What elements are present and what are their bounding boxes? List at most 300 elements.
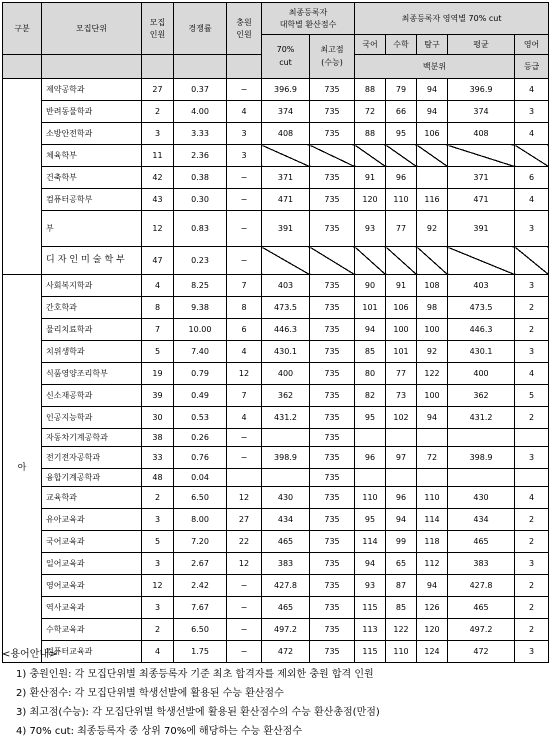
table-row	[3, 101, 549, 123]
competition: 0.23	[174, 247, 227, 275]
extra: −	[227, 575, 262, 597]
math	[386, 247, 417, 275]
score-70cut	[262, 469, 310, 487]
admission-table	[2, 2, 549, 663]
math: 77	[386, 211, 417, 247]
avg: 465	[448, 597, 515, 619]
score-max: 735	[310, 509, 355, 531]
kor: 85	[355, 341, 386, 363]
math: 65	[386, 553, 417, 575]
score-max: 735	[310, 319, 355, 341]
unit-name: 교육학과	[42, 487, 142, 509]
inq	[417, 469, 448, 487]
quota: 5	[142, 531, 174, 553]
quota: 48	[142, 469, 174, 487]
competition: 1.75	[174, 641, 227, 663]
avg: 497.2	[448, 619, 515, 641]
math: 77	[386, 363, 417, 385]
header-avg: 평균	[448, 35, 515, 55]
table-row	[3, 167, 549, 189]
avg: 403	[448, 275, 515, 297]
extra: 12	[227, 363, 262, 385]
extra: 3	[227, 123, 262, 145]
table-row	[3, 275, 549, 297]
unit-name: 건축학부	[42, 167, 142, 189]
unit-name: 역사교육과	[42, 597, 142, 619]
score-70cut: 374	[262, 101, 310, 123]
extra: −	[227, 211, 262, 247]
unit-name: 반려동물학과	[42, 101, 142, 123]
math: 66	[386, 101, 417, 123]
quota: 27	[142, 79, 174, 101]
competition: 2.42	[174, 575, 227, 597]
score-max: 735	[310, 619, 355, 641]
score-max: 735	[310, 167, 355, 189]
math: 100	[386, 319, 417, 341]
table-row	[3, 469, 549, 487]
kor: 115	[355, 641, 386, 663]
score-max: 735	[310, 575, 355, 597]
table-row	[3, 531, 549, 553]
math: 102	[386, 407, 417, 429]
eng: 2	[515, 619, 549, 641]
terms-guide	[2, 649, 548, 745]
competition: 0.38	[174, 167, 227, 189]
header-final-score: 최종등록자 대학별 환산점수	[262, 3, 355, 35]
table-row	[3, 407, 549, 429]
table-row	[3, 79, 549, 101]
quota: 3	[142, 509, 174, 531]
competition: 0.04	[174, 469, 227, 487]
header-inq: 탐구	[417, 35, 448, 55]
inq: 94	[417, 575, 448, 597]
kor	[355, 429, 386, 447]
header-eng: 영어	[515, 35, 549, 55]
competition: 2.67	[174, 553, 227, 575]
avg: 391	[448, 211, 515, 247]
score-max: 735	[310, 189, 355, 211]
kor: 95	[355, 509, 386, 531]
avg: 434	[448, 509, 515, 531]
kor: 80	[355, 363, 386, 385]
kor: 94	[355, 553, 386, 575]
eng: 3	[515, 447, 549, 469]
score-max: 735	[310, 469, 355, 487]
extra	[227, 469, 262, 487]
competition: 7.20	[174, 531, 227, 553]
table-body	[3, 79, 549, 663]
table-row	[3, 553, 549, 575]
extra: −	[227, 189, 262, 211]
extra: 27	[227, 509, 262, 531]
extra: 3	[227, 145, 262, 167]
kor: 101	[355, 297, 386, 319]
quota: 2	[142, 619, 174, 641]
group-label	[3, 79, 42, 275]
table-row	[3, 189, 549, 211]
score-70cut: 371	[262, 167, 310, 189]
avg: 371	[448, 167, 515, 189]
unit-name: 일어교육과	[42, 553, 142, 575]
math: 96	[386, 167, 417, 189]
math	[386, 429, 417, 447]
group-label: 아	[3, 275, 42, 663]
eng: 5	[515, 385, 549, 407]
inq: 94	[417, 79, 448, 101]
competition: 0.83	[174, 211, 227, 247]
avg: 430	[448, 487, 515, 509]
avg: 374	[448, 101, 515, 123]
table-row	[3, 597, 549, 619]
eng: 3	[515, 211, 549, 247]
terms-guide-item: 1) 충원인원: 각 모집단위별 최종등록자 기준 최초 합격자를 제외한 충원 합격 인원	[16, 669, 374, 680]
eng	[515, 247, 549, 275]
score-70cut: 465	[262, 531, 310, 553]
kor: 90	[355, 275, 386, 297]
kor: 120	[355, 189, 386, 211]
quota: 2	[142, 487, 174, 509]
score-70cut: 430	[262, 487, 310, 509]
terms-guide-item: 4) 70% cut: 최종등록자 중 상위 70%에 해당하는 수능 환산점수	[16, 726, 302, 737]
header-extra: 충원 인원	[227, 3, 262, 55]
math: 87	[386, 575, 417, 597]
avg: 430.1	[448, 341, 515, 363]
avg: 396.9	[448, 79, 515, 101]
avg: 398.9	[448, 447, 515, 469]
math: 97	[386, 447, 417, 469]
math: 110	[386, 189, 417, 211]
eng: 2	[515, 319, 549, 341]
inq	[417, 429, 448, 447]
avg	[448, 145, 515, 167]
table-row	[3, 341, 549, 363]
competition: 0.79	[174, 363, 227, 385]
math: 79	[386, 79, 417, 101]
unit-name: 전기전자공학과	[42, 447, 142, 469]
extra: 12	[227, 553, 262, 575]
eng: 2	[515, 407, 549, 429]
score-70cut: 408	[262, 123, 310, 145]
extra: 4	[227, 341, 262, 363]
extra: 4	[227, 407, 262, 429]
unit-name: 국어교육과	[42, 531, 142, 553]
quota: 3	[142, 123, 174, 145]
avg	[448, 429, 515, 447]
extra: −	[227, 429, 262, 447]
kor: 113	[355, 619, 386, 641]
math: 110	[386, 641, 417, 663]
score-max: 735	[310, 211, 355, 247]
eng	[515, 469, 549, 487]
quota: 30	[142, 407, 174, 429]
score-max: 735	[310, 641, 355, 663]
extra: −	[227, 641, 262, 663]
score-max: 735	[310, 487, 355, 509]
score-max: 735	[310, 275, 355, 297]
score-70cut: 427.8	[262, 575, 310, 597]
quota: 33	[142, 447, 174, 469]
extra: 7	[227, 385, 262, 407]
score-70cut: 362	[262, 385, 310, 407]
score-max: 735	[310, 79, 355, 101]
avg	[448, 247, 515, 275]
eng: 3	[515, 275, 549, 297]
score-70cut: 430.1	[262, 341, 310, 363]
header-kor: 국어	[355, 35, 386, 55]
score-70cut: 497.2	[262, 619, 310, 641]
math: 106	[386, 297, 417, 319]
kor: 88	[355, 123, 386, 145]
kor	[355, 469, 386, 487]
math	[386, 145, 417, 167]
quota: 8	[142, 297, 174, 319]
score-70cut: 403	[262, 275, 310, 297]
score-70cut: 446.3	[262, 319, 310, 341]
table-row	[3, 429, 549, 447]
extra: −	[227, 597, 262, 619]
extra: 12	[227, 487, 262, 509]
quota: 7	[142, 319, 174, 341]
header-area-cut: 최종등록자 영역별 70% cut	[355, 3, 549, 35]
header-percentile: 백분위	[355, 55, 515, 79]
competition: 0.49	[174, 385, 227, 407]
kor: 114	[355, 531, 386, 553]
header-max: 최고점 (수능)	[310, 35, 355, 79]
extra: −	[227, 79, 262, 101]
inq: 100	[417, 319, 448, 341]
inq: 118	[417, 531, 448, 553]
extra: −	[227, 167, 262, 189]
avg	[448, 469, 515, 487]
terms-guide-item: 3) 최고점(수능): 각 모집단위별 학생선발에 활용된 환산점수의 수능 환산총점(만점)	[16, 707, 380, 718]
inq: 94	[417, 101, 448, 123]
score-70cut: 471	[262, 189, 310, 211]
inq: 112	[417, 553, 448, 575]
quota: 42	[142, 167, 174, 189]
table-row	[3, 509, 549, 531]
math: 95	[386, 123, 417, 145]
eng: 2	[515, 597, 549, 619]
score-70cut: 383	[262, 553, 310, 575]
unit-name: 체육학부	[42, 145, 142, 167]
table-row	[3, 575, 549, 597]
table-row	[3, 363, 549, 385]
unit-name: 유아교육과	[42, 509, 142, 531]
header-unit: 모집단위	[42, 3, 142, 55]
header-grade: 등급	[515, 55, 549, 79]
quota: 5	[142, 341, 174, 363]
score-max: 735	[310, 429, 355, 447]
score-70cut: 473.5	[262, 297, 310, 319]
table-row	[3, 487, 549, 509]
math: 94	[386, 509, 417, 531]
inq: 100	[417, 385, 448, 407]
inq	[417, 247, 448, 275]
unit-name: 부	[42, 211, 142, 247]
math: 99	[386, 531, 417, 553]
score-70cut: 398.9	[262, 447, 310, 469]
competition: 0.30	[174, 189, 227, 211]
math: 73	[386, 385, 417, 407]
math: 101	[386, 341, 417, 363]
avg: 400	[448, 363, 515, 385]
table-row	[3, 123, 549, 145]
terms-guide-item: 2) 환산점수: 각 모집단위별 학생선발에 활용된 수능 환산점수	[16, 688, 284, 699]
quota: 4	[142, 275, 174, 297]
extra: −	[227, 247, 262, 275]
eng: 3	[515, 341, 549, 363]
eng: 4	[515, 123, 549, 145]
score-max: 735	[310, 101, 355, 123]
quota: 3	[142, 597, 174, 619]
eng: 4	[515, 79, 549, 101]
unit-name: 소방안전학과	[42, 123, 142, 145]
score-max	[310, 145, 355, 167]
quota: 4	[142, 641, 174, 663]
eng: 2	[515, 509, 549, 531]
eng: 4	[515, 363, 549, 385]
competition: 6.50	[174, 487, 227, 509]
math	[386, 469, 417, 487]
inq	[417, 167, 448, 189]
quota: 43	[142, 189, 174, 211]
kor: 82	[355, 385, 386, 407]
quota: 3	[142, 553, 174, 575]
kor: 94	[355, 319, 386, 341]
score-70cut	[262, 145, 310, 167]
score-max: 735	[310, 553, 355, 575]
kor: 93	[355, 575, 386, 597]
competition: 8.00	[174, 509, 227, 531]
inq: 108	[417, 275, 448, 297]
eng: 3	[515, 641, 549, 663]
score-max: 735	[310, 447, 355, 469]
terms-guide-title: <용어안내>	[2, 649, 58, 660]
unit-name: 인공지능학과	[42, 407, 142, 429]
avg: 383	[448, 553, 515, 575]
eng: 2	[515, 297, 549, 319]
eng	[515, 429, 549, 447]
table-row	[3, 145, 549, 167]
header-category: 구분	[3, 3, 42, 55]
kor: 115	[355, 597, 386, 619]
unit-name: 물리치료학과	[42, 319, 142, 341]
unit-name: 디자인미술학부	[42, 247, 142, 275]
score-max: 735	[310, 531, 355, 553]
inq: 92	[417, 211, 448, 247]
score-max	[310, 247, 355, 275]
table-row	[3, 247, 549, 275]
competition: 7.40	[174, 341, 227, 363]
inq	[417, 145, 448, 167]
inq: 120	[417, 619, 448, 641]
quota: 38	[142, 429, 174, 447]
score-max: 735	[310, 385, 355, 407]
kor: 93	[355, 211, 386, 247]
header-math: 수학	[386, 35, 417, 55]
extra: 7	[227, 275, 262, 297]
math: 85	[386, 597, 417, 619]
quota: 12	[142, 211, 174, 247]
score-70cut: 431.2	[262, 407, 310, 429]
inq: 72	[417, 447, 448, 469]
competition: 0.53	[174, 407, 227, 429]
avg: 446.3	[448, 319, 515, 341]
inq: 114	[417, 509, 448, 531]
competition: 6.50	[174, 619, 227, 641]
kor: 95	[355, 407, 386, 429]
score-max: 735	[310, 341, 355, 363]
avg: 431.2	[448, 407, 515, 429]
quota: 12	[142, 575, 174, 597]
avg: 362	[448, 385, 515, 407]
unit-name: 컴퓨터공학부	[42, 189, 142, 211]
avg: 472	[448, 641, 515, 663]
avg: 473.5	[448, 297, 515, 319]
quota: 11	[142, 145, 174, 167]
table-row	[3, 385, 549, 407]
table-header	[3, 3, 549, 79]
score-max: 735	[310, 363, 355, 385]
math: 91	[386, 275, 417, 297]
math: 122	[386, 619, 417, 641]
unit-name: 간호학과	[42, 297, 142, 319]
kor: 96	[355, 447, 386, 469]
kor: 72	[355, 101, 386, 123]
extra: 22	[227, 531, 262, 553]
kor: 91	[355, 167, 386, 189]
unit-name: 수학교육과	[42, 619, 142, 641]
unit-name: 신소재공학과	[42, 385, 142, 407]
unit-name: 컴퓨터교육과	[42, 641, 142, 663]
unit-name: 융합기계공학과	[42, 469, 142, 487]
table-row	[3, 619, 549, 641]
extra: −	[227, 447, 262, 469]
competition: 2.36	[174, 145, 227, 167]
unit-name: 치위생학과	[42, 341, 142, 363]
unit-name: 식품영양조리학부	[42, 363, 142, 385]
score-70cut: 391	[262, 211, 310, 247]
competition: 9.38	[174, 297, 227, 319]
quota: 39	[142, 385, 174, 407]
eng: 6	[515, 167, 549, 189]
inq: 98	[417, 297, 448, 319]
competition: 7.67	[174, 597, 227, 619]
inq: 116	[417, 189, 448, 211]
avg: 427.8	[448, 575, 515, 597]
kor	[355, 247, 386, 275]
unit-name: 제약공학과	[42, 79, 142, 101]
inq: 126	[417, 597, 448, 619]
score-max: 735	[310, 297, 355, 319]
competition: 0.76	[174, 447, 227, 469]
avg: 471	[448, 189, 515, 211]
unit-name: 영어교육과	[42, 575, 142, 597]
table-row	[3, 319, 549, 341]
unit-name: 사회복지학과	[42, 275, 142, 297]
eng: 3	[515, 101, 549, 123]
score-max: 735	[310, 123, 355, 145]
eng	[515, 145, 549, 167]
quota: 2	[142, 101, 174, 123]
avg: 465	[448, 531, 515, 553]
score-70cut	[262, 247, 310, 275]
unit-name: 자동차기계공학과	[42, 429, 142, 447]
header-quota: 모집 인원	[142, 3, 174, 55]
inq: 122	[417, 363, 448, 385]
score-70cut: 396.9	[262, 79, 310, 101]
table-row	[3, 447, 549, 469]
